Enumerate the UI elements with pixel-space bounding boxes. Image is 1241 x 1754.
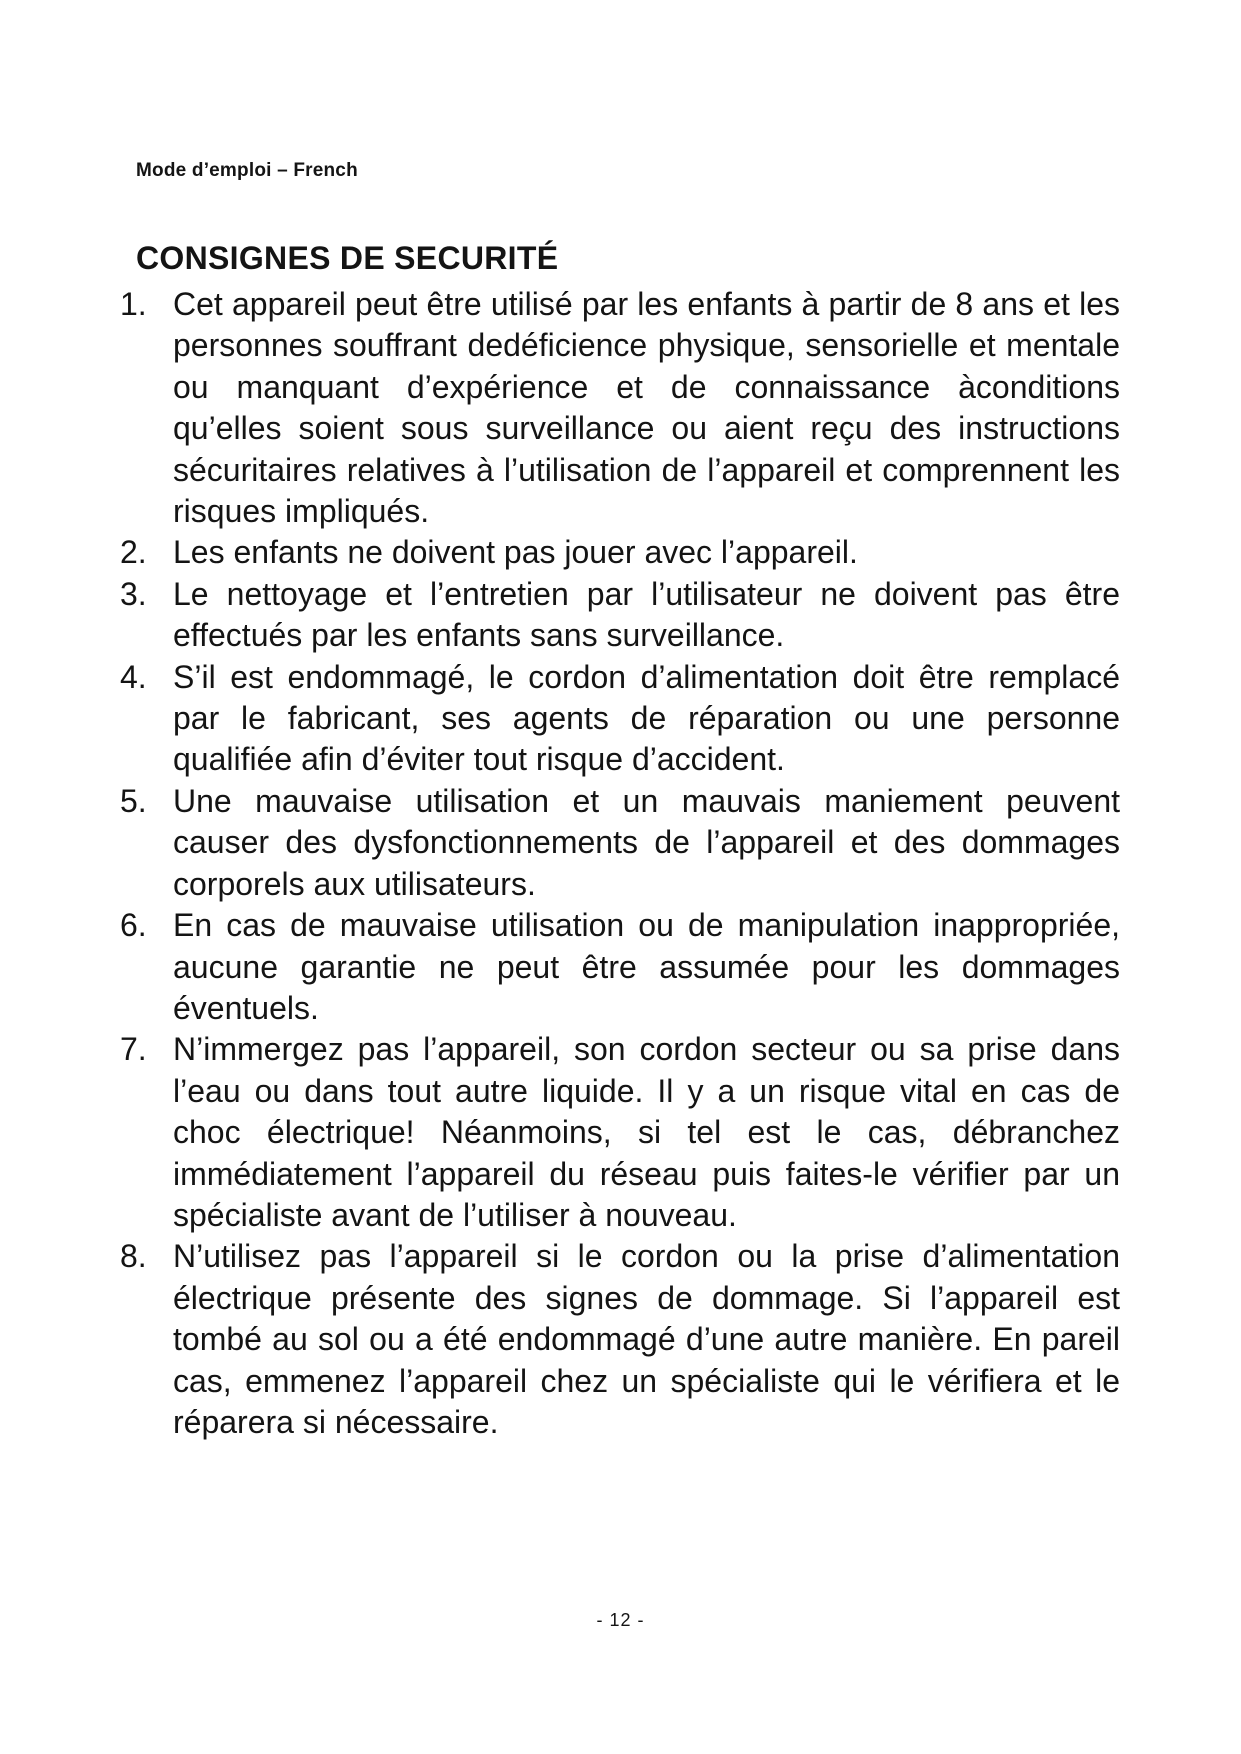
list-item-number: 4. bbox=[120, 658, 147, 695]
list-item-text: Les enfants ne doivent pas jouer avec l’appareil. bbox=[173, 534, 858, 571]
list-item-text: Cet appareil peut être utilisé par les enfants à partir de 8 ans et les personnes souffrant dedéficience physique, sensorielle et mentale ou manquant d’expérience et de connaissance àconditions qu’elles soient sous surveillance ou aient reçu des instructions sécuritaires relatives à l’utilisation de l’appareil et comprennent les risques impliqués. bbox=[173, 286, 1120, 530]
list-item-text: En cas de mauvaise utilisation ou de manipulation inappropriée, aucune garantie ne peut être assumée pour les dommages éventuels. bbox=[173, 907, 1120, 1026]
list-item bbox=[0, 657, 1120, 781]
list-item-text: N’immergez pas l’appareil, son cordon secteur ou sa prise dans l’eau ou dans tout autre liquide. Il y a un risque vital en cas de choc électrique! Néanmoins, si tel est le cas, débranchez immédiatement l’appareil du réseau puis faites-le vérifier par un spécialiste avant de l’utiliser à nouveau. bbox=[173, 1031, 1120, 1233]
list-item-number: 2. bbox=[120, 534, 147, 571]
list-item bbox=[0, 1236, 1120, 1443]
list-item-number: 7. bbox=[120, 1031, 147, 1068]
list-item-number: 1. bbox=[120, 286, 147, 322]
list-item bbox=[0, 532, 1120, 573]
page-number: - 12 - bbox=[596, 1610, 645, 1630]
document-header-label: Mode d’emploi – French bbox=[136, 160, 358, 181]
list-item-number: 3. bbox=[120, 575, 147, 612]
list-item bbox=[0, 1029, 1120, 1236]
section-title: CONSIGNES DE SECURITÉ bbox=[136, 240, 559, 276]
list-item-number: 8. bbox=[120, 1238, 147, 1275]
safety-instructions-list bbox=[0, 284, 1241, 1443]
list-item-number: 6. bbox=[120, 907, 147, 944]
list-item-text: Le nettoyage et l’entretien par l’utilisateur ne doivent pas être effectués par les enfants sans surveillance. bbox=[173, 575, 1120, 654]
list-item-text: Une mauvaise utilisation et un mauvais maniement peuvent causer des dysfonctionnements de l’appareil et des dommages corporels aux utilisateurs. bbox=[173, 782, 1120, 902]
list-item-text: N’utilisez pas l’appareil si le cordon ou la prise d’alimentation électrique présente des signes de dommage. Si l’appareil est tombé au sol ou a été endommagé d’une autre manière. En pareil cas, emmenez l’appareil chez un spécialiste qui le vérifiera et le réparera si nécessaire. bbox=[173, 1238, 1120, 1440]
list-item bbox=[0, 905, 1120, 1029]
list-item-number: 5. bbox=[120, 782, 147, 819]
list-item bbox=[0, 781, 1120, 905]
list-item-text: S’il est endommagé, le cordon d’alimentation doit être remplacé par le fabricant, ses agents de réparation ou une personne qualifiée afin d’éviter tout risque d’accident. bbox=[173, 658, 1120, 778]
list-item bbox=[0, 574, 1120, 657]
list-item bbox=[0, 284, 1120, 532]
